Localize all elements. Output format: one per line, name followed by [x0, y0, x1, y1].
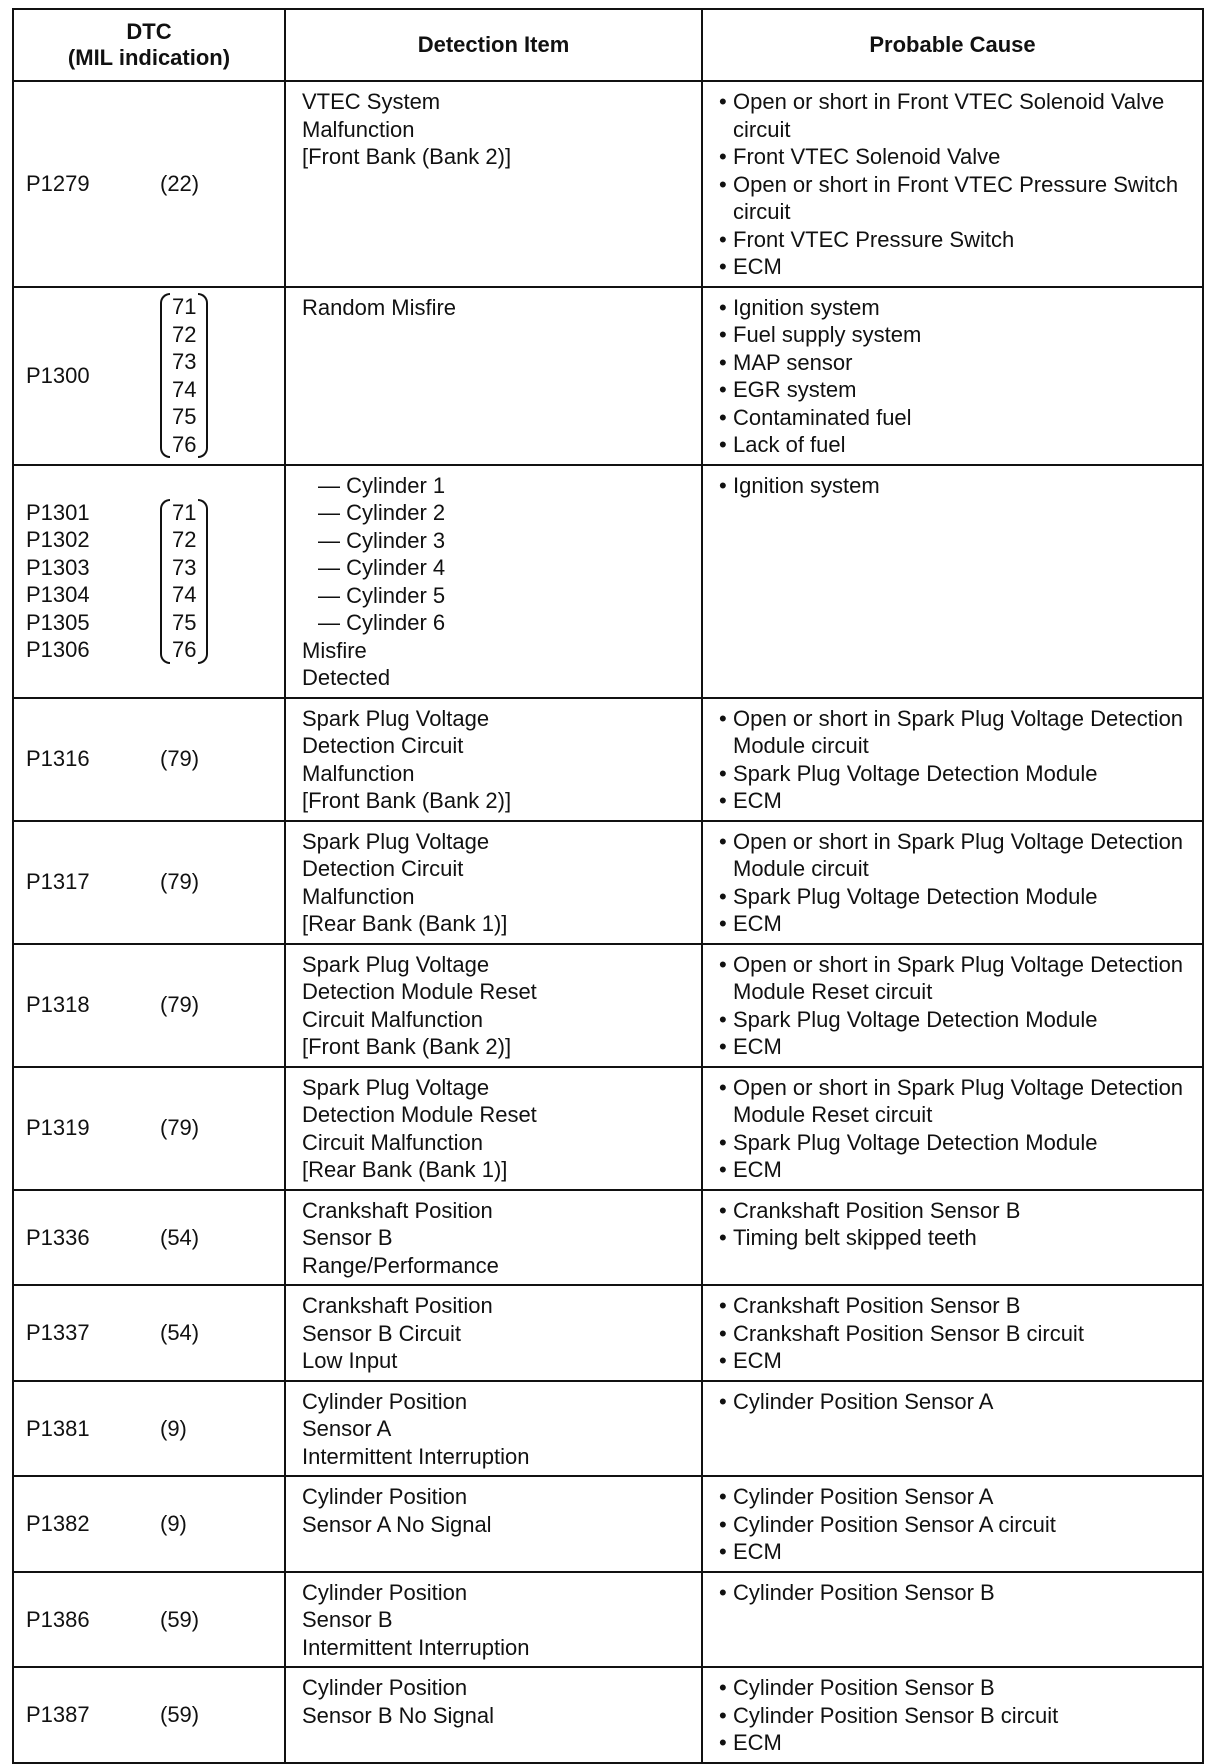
detection-line: Circuit Malfunction [302, 1006, 483, 1032]
cause-item: • Open or short in Spark Plug Voltage Detection Module circuit [719, 705, 1194, 760]
mil-number: 74 [172, 376, 197, 402]
dtc-code: P1300 [26, 362, 90, 388]
cause-item: • Lack of fuel [719, 431, 1194, 459]
cause-item: • Cylinder Position Sensor B [719, 1674, 1194, 1702]
dtc-code: P1337 [26, 1320, 90, 1345]
detection-line: Detection Circuit [302, 856, 464, 881]
dtc-cell [13, 1285, 285, 1381]
mil-number: 76 [172, 637, 197, 662]
dtc-cell [13, 944, 285, 1067]
cause-item: • Cylinder Position Sensor B circuit [719, 1702, 1194, 1730]
detection-item-cell [285, 1572, 702, 1668]
mil-indication: (22) [160, 171, 200, 196]
detection-item-cell [285, 698, 702, 821]
detection-line: Sensor B [302, 1225, 393, 1250]
dtc-cell [13, 1381, 285, 1477]
dtc-code: P1382 [26, 1511, 90, 1536]
detection-line: Crankshaft Position [302, 1197, 493, 1223]
mil-number: 73 [172, 554, 197, 580]
detection-item-cell [285, 287, 702, 465]
table-row [13, 81, 1203, 287]
detection-line: Detection Module Reset [302, 1102, 537, 1127]
mil-number: 75 [172, 404, 197, 429]
mil-indication: (59) [160, 1702, 200, 1727]
dtc-codes [26, 362, 160, 390]
cause-list [719, 1197, 1194, 1252]
mil-indication: (59) [160, 1606, 200, 1632]
probable-cause-cell [702, 1190, 1203, 1286]
probable-cause-cell [702, 1381, 1203, 1477]
dtc-table-page [12, 8, 1202, 1764]
detection-item-cell [285, 944, 702, 1067]
right-parenthesis [198, 499, 208, 664]
dtc-codes [26, 1415, 160, 1443]
cause-item: • MAP sensor [719, 349, 1194, 377]
cause-item: • ECM [719, 1729, 1194, 1757]
cause-list [719, 1074, 1194, 1184]
cause-item: • Cylinder Position Sensor B [719, 1579, 1194, 1607]
cause-list [719, 705, 1194, 815]
dtc-code: P1381 [26, 1415, 90, 1441]
detection-item-cell [285, 1067, 702, 1190]
dtc-code: P1336 [26, 1224, 90, 1250]
cylinder-label: Cylinder 5 [346, 582, 446, 608]
dtc-cell [13, 1572, 285, 1668]
cause-item: • Open or short in Spark Plug Voltage Detection Module circuit [719, 828, 1194, 883]
detection-item-cell [285, 81, 702, 287]
dtc-codes [26, 991, 160, 1019]
probable-cause-cell [702, 1067, 1203, 1190]
table-row [13, 1381, 1203, 1477]
dtc-codes [26, 1114, 160, 1142]
cause-list [719, 1674, 1194, 1757]
detection-item-cell [285, 1285, 702, 1381]
header-detection: Detection Item [285, 9, 702, 81]
mil-number: 73 [172, 349, 197, 374]
cause-list [719, 472, 1194, 500]
table-row [13, 1190, 1203, 1286]
detection-line: [Rear Bank (Bank 1)] [302, 911, 508, 936]
cause-list [719, 1483, 1194, 1566]
table-row [13, 1476, 1203, 1572]
probable-cause-cell [702, 944, 1203, 1067]
detection-line: Range/Performance [302, 1252, 499, 1278]
cause-item: • Contaminated fuel [719, 404, 1194, 432]
probable-cause-cell [702, 1285, 1203, 1381]
dtc-code: P1302 [26, 527, 90, 552]
detection-line: Detection Module Reset [302, 979, 537, 1004]
cause-item: • EGR system [719, 376, 1194, 404]
cylinder-item [302, 609, 693, 637]
probable-cause-cell [702, 698, 1203, 821]
detection-item-cell [285, 1667, 702, 1763]
detection-line: [Front Bank (Bank 2)] [302, 1034, 512, 1059]
dtc-code: P1319 [26, 1115, 90, 1141]
header-row [13, 9, 1203, 81]
cause-item: • ECM [719, 253, 1194, 281]
cause-item: • Spark Plug Voltage Detection Module [719, 1129, 1194, 1157]
detection-line: Spark Plug Voltage [302, 1074, 490, 1100]
dtc-codes [26, 1606, 160, 1634]
detection-line: Detected [302, 665, 391, 690]
detection-item-cell [285, 821, 702, 944]
detection-line: Cylinder Position [302, 1484, 468, 1509]
right-parenthesis [198, 293, 208, 458]
cylinder-item [302, 527, 693, 555]
dtc-codes [26, 1510, 160, 1538]
table-row [13, 821, 1203, 944]
header-dtc [13, 9, 285, 81]
mil-indication: (54) [160, 1224, 200, 1250]
cause-item: • ECM [719, 1538, 1194, 1566]
mil-indication: (9) [160, 1511, 187, 1536]
detection-line: Sensor B No Signal [302, 1702, 494, 1728]
detection-line: Misfire [302, 637, 367, 663]
detection-line: VTEC System [302, 89, 441, 114]
cause-item: • Crankshaft Position Sensor B circuit [719, 1320, 1194, 1348]
dtc-cell [13, 465, 285, 698]
table-row [13, 698, 1203, 821]
mil-indication: (79) [160, 746, 200, 772]
cause-item: • Cylinder Position Sensor A [719, 1388, 1194, 1416]
dtc-code: P1317 [26, 869, 90, 895]
detection-line: Sensor B Circuit [302, 1320, 461, 1346]
detection-line: [Front Bank (Bank 2)] [302, 144, 512, 169]
table-row [13, 465, 1203, 698]
mil-indication: (79) [160, 992, 200, 1018]
mil-number: 71 [172, 499, 197, 525]
dtc-codes [26, 1701, 160, 1729]
cause-item: • Spark Plug Voltage Detection Module [719, 883, 1194, 911]
detection-item-cell [285, 1190, 702, 1286]
cylinder-label: Cylinder 3 [346, 527, 446, 553]
dtc-cell [13, 1476, 285, 1572]
cause-item: • ECM [719, 1033, 1194, 1061]
detection-item-cell [285, 1476, 702, 1572]
mil-indication: (54) [160, 1320, 200, 1345]
probable-cause-cell [702, 821, 1203, 944]
cylinder-label: Cylinder 6 [346, 610, 446, 635]
cause-item: • Open or short in Front VTEC Pressure Switch circuit [719, 171, 1194, 226]
dtc-code: P1303 [26, 554, 90, 580]
cause-item: • Cylinder Position Sensor A [719, 1483, 1194, 1511]
dtc-cell [13, 821, 285, 944]
left-parenthesis [160, 499, 170, 664]
cause-list [719, 1292, 1194, 1375]
detection-line: Intermittent Interruption [302, 1443, 530, 1469]
mil-indication: (9) [160, 1415, 187, 1441]
mil-number: 72 [172, 527, 197, 552]
dtc-codes [26, 1224, 160, 1252]
table-row [13, 944, 1203, 1067]
detection-line: Malfunction [302, 883, 415, 909]
dtc-cell [13, 1067, 285, 1190]
dtc-cell [13, 287, 285, 465]
header-dtc-line1: DTC [126, 19, 172, 44]
cause-item: • Crankshaft Position Sensor B [719, 1197, 1194, 1225]
dtc-codes [26, 868, 160, 896]
table-row [13, 287, 1203, 465]
detection-line: Spark Plug Voltage [302, 828, 490, 854]
cause-list [719, 951, 1194, 1061]
detection-line: Sensor B [302, 1607, 393, 1632]
detection-line: Cylinder Position [302, 1388, 468, 1414]
detection-item-cell [285, 465, 702, 698]
detection-line: Spark Plug Voltage [302, 705, 490, 731]
cylinder-item [302, 472, 693, 500]
detection-line: Intermittent Interruption [302, 1634, 530, 1660]
detection-line: Malfunction [302, 760, 415, 786]
dtc-code: P1387 [26, 1702, 90, 1727]
cause-item: • Front VTEC Solenoid Valve [719, 143, 1194, 171]
cause-item: • Fuel supply system [719, 321, 1194, 349]
dtc-code: P1386 [26, 1606, 90, 1632]
cause-item: • ECM [719, 787, 1194, 815]
cause-item: • Open or short in Spark Plug Voltage Detection Module Reset circuit [719, 951, 1194, 1006]
mil-number: 76 [172, 431, 197, 457]
detection-line: Spark Plug Voltage [302, 951, 490, 977]
cause-list [719, 828, 1194, 938]
dtc-cell [13, 1667, 285, 1763]
cause-list [719, 294, 1194, 459]
probable-cause-cell [702, 1476, 1203, 1572]
probable-cause-cell [702, 1572, 1203, 1668]
cause-item: • Spark Plug Voltage Detection Module [719, 1006, 1194, 1034]
cause-item: • Cylinder Position Sensor A circuit [719, 1511, 1194, 1539]
mil-number: 71 [172, 294, 197, 319]
cause-item: • Open or short in Front VTEC Solenoid Valve circuit [719, 88, 1194, 143]
dtc-codes [26, 170, 160, 198]
mil-indication-list [160, 293, 208, 458]
detection-line: [Front Bank (Bank 2)] [302, 788, 512, 813]
cause-item: • Spark Plug Voltage Detection Module [719, 760, 1194, 788]
mil-number: 72 [172, 321, 197, 347]
mil-indication: (79) [160, 869, 200, 895]
cylinder-label: Cylinder 1 [346, 472, 446, 498]
table-row [13, 1285, 1203, 1381]
table-row [13, 1067, 1203, 1190]
dtc-codes [26, 499, 160, 664]
table-row [13, 1667, 1203, 1763]
cause-item: • Ignition system [719, 294, 1194, 322]
dtc-table [12, 8, 1204, 1764]
left-parenthesis [160, 293, 170, 458]
cylinder-item [302, 554, 693, 582]
dtc-cell [13, 698, 285, 821]
detection-line: Sensor A No Signal [302, 1511, 492, 1537]
cause-item: • Open or short in Spark Plug Voltage Detection Module Reset circuit [719, 1074, 1194, 1129]
detection-item-cell [285, 1381, 702, 1477]
cause-item: • Front VTEC Pressure Switch [719, 226, 1194, 254]
detection-line: Malfunction [302, 116, 415, 142]
cause-item: • ECM [719, 1156, 1194, 1184]
table-row [13, 1572, 1203, 1668]
dtc-cell [13, 81, 285, 287]
dtc-codes [26, 1319, 160, 1347]
cause-list [719, 1579, 1194, 1607]
probable-cause-cell [702, 465, 1203, 698]
mil-indication: (79) [160, 1115, 200, 1141]
mil-indication-list [160, 499, 208, 664]
dtc-code: P1301 [26, 499, 90, 525]
probable-cause-cell [702, 81, 1203, 287]
header-cause: Probable Cause [702, 9, 1203, 81]
cause-item: • Crankshaft Position Sensor B [719, 1292, 1194, 1320]
cause-list [719, 88, 1194, 281]
detection-line: Sensor A [302, 1416, 392, 1441]
detection-line: Random Misfire [302, 294, 457, 320]
cylinder-label: Cylinder 2 [346, 500, 446, 525]
detection-line: Low Input [302, 1348, 398, 1373]
detection-line: Crankshaft Position [302, 1293, 493, 1318]
dtc-code: P1304 [26, 582, 90, 607]
cause-list [719, 1388, 1194, 1416]
detection-line: Detection Circuit [302, 733, 464, 758]
cause-item: • Ignition system [719, 472, 1194, 500]
header-dtc-line2: (MIL indication) [67, 45, 231, 70]
dtc-code: P1305 [26, 609, 90, 635]
cylinder-item [302, 582, 693, 610]
dtc-code: P1316 [26, 746, 90, 772]
cylinder-item [302, 499, 693, 527]
cause-item: • ECM [719, 910, 1194, 938]
cylinder-label: Cylinder 4 [346, 555, 446, 580]
mil-number: 74 [172, 582, 197, 607]
dtc-code: P1279 [26, 171, 90, 196]
cause-item: • ECM [719, 1347, 1194, 1375]
probable-cause-cell [702, 287, 1203, 465]
dtc-codes [26, 745, 160, 773]
cause-item: • Timing belt skipped teeth [719, 1224, 1194, 1252]
detection-line: Circuit Malfunction [302, 1129, 483, 1155]
dtc-cell [13, 1190, 285, 1286]
mil-number: 75 [172, 609, 197, 635]
probable-cause-cell [702, 1667, 1203, 1763]
detection-line: Cylinder Position [302, 1675, 468, 1700]
dtc-code: P1318 [26, 992, 90, 1018]
detection-line: [Rear Bank (Bank 1)] [302, 1157, 508, 1182]
dtc-code: P1306 [26, 637, 90, 662]
detection-line: Cylinder Position [302, 1579, 468, 1605]
